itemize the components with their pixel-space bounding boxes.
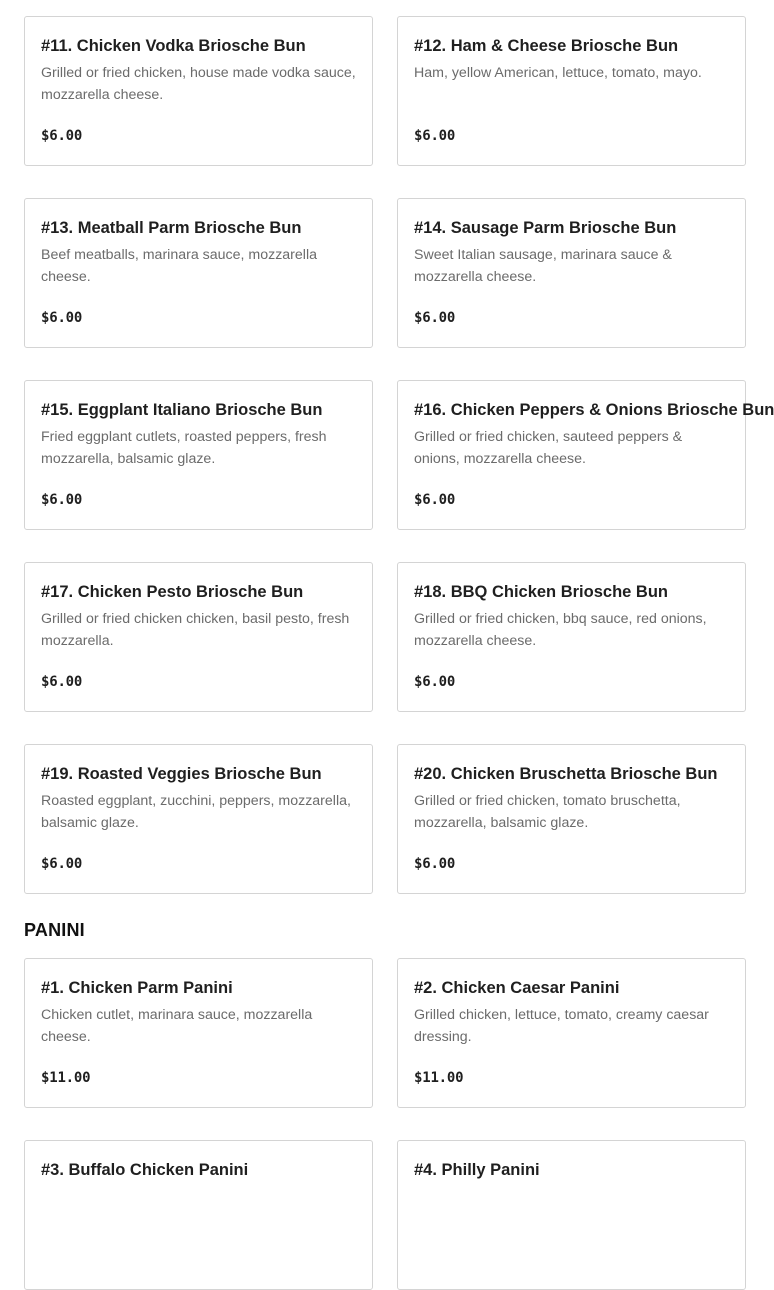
menu-item-card[interactable] (24, 198, 373, 348)
menu-item-description: Grilled chicken, lettuce, tomato, creamy caesar dressing. (414, 1007, 709, 1045)
menu-item-card[interactable] (24, 744, 373, 894)
menu-item-price: $6.00 (41, 310, 83, 326)
panini-menu-grid (24, 958, 746, 1290)
menu-item-description: Ham, yellow American, lettuce, tomato, mayo. (414, 65, 702, 81)
menu-item-card[interactable] (24, 380, 373, 530)
menu-item-price: $11.00 (41, 1070, 91, 1086)
menu-item-card[interactable] (397, 198, 746, 348)
menu-item-price: $6.00 (414, 856, 456, 872)
menu-item-card[interactable] (24, 1140, 373, 1290)
menu-item-price: $6.00 (41, 492, 83, 508)
menu-item-price: $6.00 (414, 674, 456, 690)
menu-item-description: Grilled or fried chicken, bbq sauce, red onions, mozzarella cheese. (414, 611, 707, 649)
menu-item-card[interactable] (24, 958, 373, 1108)
menu-item-price: $6.00 (414, 310, 456, 326)
menu-item-name: #4. Philly Panini (414, 1161, 540, 1179)
menu-item-description: Beef meatballs, marinara sauce, mozzarella cheese. (41, 247, 317, 285)
menu-item-card[interactable] (24, 16, 373, 166)
menu-item-price: $6.00 (414, 492, 456, 508)
menu-item-description: Roasted eggplant, zucchini, peppers, mozzarella, balsamic glaze. (41, 793, 351, 831)
menu-item-description: Sweet Italian sausage, marinara sauce & mozzarella cheese. (414, 247, 672, 285)
menu-item-description: Grilled or fried chicken, house made vodka sauce, mozzarella cheese. (41, 65, 356, 103)
menu-item-price: $6.00 (41, 128, 83, 144)
menu-item-name: #14. Sausage Parm Briosche Bun (414, 219, 677, 237)
menu-item-price: $6.00 (414, 128, 456, 144)
menu-item-card[interactable] (397, 958, 746, 1108)
menu-item-name: #11. Chicken Vodka Briosche Bun (41, 37, 306, 55)
menu-item-price: $6.00 (41, 856, 83, 872)
menu-item-name: #2. Chicken Caesar Panini (414, 979, 620, 997)
menu-item-description: Grilled or fried chicken, tomato bruschetta, mozzarella, balsamic glaze. (414, 793, 681, 831)
brioche-bun-menu-grid (24, 16, 774, 894)
menu-item-name: #15. Eggplant Italiano Briosche Bun (41, 401, 323, 419)
menu-item-description: Grilled or fried chicken chicken, basil pesto, fresh mozzarella. (41, 611, 350, 649)
menu-item-description: Fried eggplant cutlets, roasted peppers, fresh mozzarella, balsamic glaze. (41, 429, 327, 467)
menu-item-price: $6.00 (41, 674, 83, 690)
menu-item-card[interactable] (24, 562, 373, 712)
menu-item-card[interactable] (397, 562, 746, 712)
menu-item-name: #1. Chicken Parm Panini (41, 979, 233, 997)
menu-item-name: #16. Chicken Peppers & Onions Briosche Bun (414, 401, 774, 419)
menu-item-card[interactable] (397, 16, 746, 166)
menu-item-card[interactable] (397, 744, 746, 894)
menu-item-price: $11.00 (414, 1070, 464, 1086)
section-heading-panini: PANINI (24, 920, 85, 940)
menu-item-name: #17. Chicken Pesto Briosche Bun (41, 583, 304, 601)
menu-item-name: #20. Chicken Bruschetta Briosche Bun (414, 765, 718, 783)
menu-item-description: Grilled or fried chicken, sauteed peppers & onions, mozzarella cheese. (414, 429, 683, 467)
menu-item-card[interactable] (397, 1140, 746, 1290)
menu-item-name: #12. Ham & Cheese Briosche Bun (414, 37, 679, 55)
menu-item-description: Chicken cutlet, marinara sauce, mozzarella cheese. (41, 1007, 313, 1045)
menu-item-name: #18. BBQ Chicken Briosche Bun (414, 583, 668, 601)
menu-item-name: #13. Meatball Parm Briosche Bun (41, 219, 302, 237)
menu-item-name: #3. Buffalo Chicken Panini (41, 1161, 249, 1179)
menu-item-name: #19. Roasted Veggies Briosche Bun (41, 765, 322, 783)
menu-item-card[interactable] (397, 380, 774, 530)
